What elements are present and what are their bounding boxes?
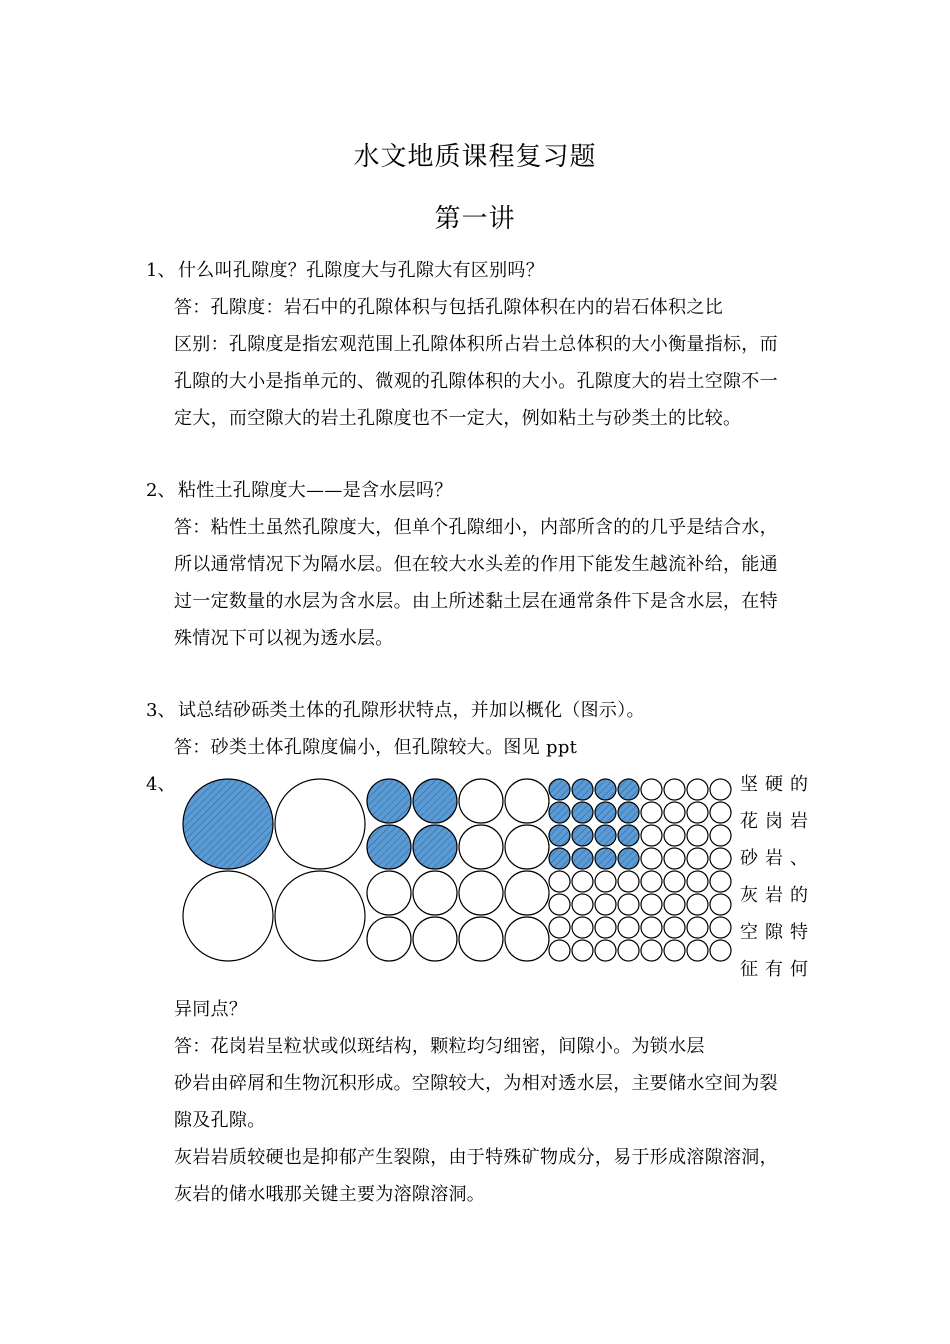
filled-grain-circle [413,825,457,869]
filled-grain-circle [595,825,616,846]
grain-circle [572,894,593,915]
grain-circle [549,894,570,915]
grain-circle [710,802,731,823]
grain-circle [595,894,616,915]
grain-circle [618,871,639,892]
grain-circle [549,917,570,938]
grain-circle [710,871,731,892]
filled-grain-circle [618,779,639,800]
grain-circle [687,917,708,938]
grain-circle [459,779,503,823]
grain-circle [505,871,549,915]
question-4-number: 4、 [146,774,176,795]
answer-1-line: 孔隙的大小是指单元的、微观的孔隙体积的大小。孔隙度大的岩土空隙不一 [174,371,778,392]
question-1-text: 什么叫孔隙度？孔隙度大与孔隙大有区别吗？ [178,260,544,281]
filled-grain-circle [367,825,411,869]
grain-circle [641,940,662,961]
question-2-number: 2、 [146,480,176,501]
grain-circle [664,848,685,869]
grain-circle [687,825,708,846]
question-4-side-text: 征有何 [740,959,808,980]
question-4-side-text: 砂岩、 [740,848,808,869]
filled-grain-circle [549,848,570,869]
grain-circle [505,779,549,823]
question-4-tail: 异同点？ [174,999,248,1020]
grain-circle [687,871,708,892]
grain-circle [710,894,731,915]
filled-grain-circle [413,779,457,823]
grain-circle [641,848,662,869]
filled-grain-circle [618,825,639,846]
filled-grain-circle [183,779,273,869]
question-3-number: 3、 [146,700,176,721]
grain-circle [549,940,570,961]
grain-circle [641,894,662,915]
grain-circle [595,940,616,961]
document-title: 水文地质课程复习题 [353,142,597,172]
grain-circle [710,825,731,846]
grain-circle [572,871,593,892]
grain-circle [710,917,731,938]
grain-circle [275,779,365,869]
grain-circle [641,802,662,823]
grain-circle [664,825,685,846]
grain-circle [505,917,549,961]
grain-circle [459,825,503,869]
grain-circle [664,940,685,961]
grain-circle [687,848,708,869]
grain-circle [641,825,662,846]
answer-2-line: 殊情况下可以视为透水层。 [174,628,394,649]
grain-circle [664,871,685,892]
grain-circle [595,871,616,892]
grain-circle [572,917,593,938]
grain-circle [687,894,708,915]
grain-circle [664,917,685,938]
grain-circle [367,871,411,915]
filled-grain-circle [572,848,593,869]
filled-grain-circle [618,848,639,869]
grain-circle [641,779,662,800]
filled-grain-circle [367,779,411,823]
grain-circle [618,917,639,938]
filled-grain-circle [595,848,616,869]
answer-4-line: 隙及孔隙。 [174,1110,266,1131]
answer-1-line: 定大，而空隙大的岩土孔隙度也不一定大，例如粘土与砂类土的比较。 [174,408,742,429]
grain-circle [664,894,685,915]
filled-grain-circle [572,802,593,823]
question-3-text: 试总结砂砾类土体的孔隙形状特点，并加以概化（图示）。 [178,700,645,721]
grain-circle [641,917,662,938]
filled-grain-circle [572,779,593,800]
question-1-number: 1、 [146,260,176,281]
grain-circle [549,871,570,892]
answer-4-line: 灰岩岩质较硬也是抑郁产生裂隙，由于特殊矿物成分，易于形成溶隙溶洞， [174,1147,778,1168]
grain-circle [572,940,593,961]
answer-2-line: 过一定数量的水层为含水层。由上所述黏土层在通常条件下是含水层，在特 [174,591,778,612]
answer-2-line: 所以通常情况下为隔水层。但在较大水头差的作用下能发生越流补给，能通 [174,554,778,575]
grain-circle [687,940,708,961]
answer-4-line: 答：花岗岩呈粒状或似斑结构，颗粒均匀细密，间隙小。为锁水层 [174,1036,705,1057]
filled-grain-circle [549,802,570,823]
question-4-side-text: 花岗岩 [740,811,808,832]
filled-grain-circle [549,825,570,846]
grain-circle [710,779,731,800]
grain-circle [664,802,685,823]
grain-circle [367,917,411,961]
filled-grain-circle [595,802,616,823]
grain-circle [687,802,708,823]
grain-circle [710,848,731,869]
answer-3-line: 答：砂类土体孔隙度偏小，但孔隙较大。图见 ppt [174,737,578,758]
question-4-side-text: 灰岩的 [740,885,808,906]
grain-circle [459,871,503,915]
filled-grain-circle [572,825,593,846]
answer-4-line: 灰岩的储水哦那关键主要为溶隙溶洞。 [174,1184,486,1205]
filled-grain-circle [618,802,639,823]
grain-circle [618,894,639,915]
grain-circle [664,779,685,800]
grain-circle [641,871,662,892]
grain-circle [687,779,708,800]
grain-circle [618,940,639,961]
filled-grain-circle [595,779,616,800]
answer-1-line: 答：孔隙度：岩石中的孔隙体积与包括孔隙体积在内的岩石体积之比 [174,297,723,318]
grain-circle [275,871,365,961]
question-2-text: 粘性土孔隙度大——是含水层吗？ [178,480,453,501]
pore-packing-figure [182,772,734,968]
grain-circle [413,917,457,961]
question-4-side-text: 空隙特 [740,922,808,943]
document-subtitle: 第一讲 [434,204,516,234]
filled-grain-circle [549,779,570,800]
question-4-side-text: 坚硬的 [740,774,808,795]
grain-circle [710,940,731,961]
grain-circle [505,825,549,869]
grain-circle [595,917,616,938]
answer-2-line: 答：粘性土虽然孔隙度大，但单个孔隙细小，内部所含的的几乎是结合水， [174,517,778,538]
grain-circle [413,871,457,915]
grain-circle [183,871,273,961]
answer-1-line: 区别：孔隙度是指宏观范围上孔隙体积所占岩土总体积的大小衡量指标，而 [174,334,778,355]
grain-circle [459,917,503,961]
answer-4-line: 砂岩由碎屑和生物沉积形成。空隙较大，为相对透水层，主要储水空间为裂 [174,1073,778,1094]
